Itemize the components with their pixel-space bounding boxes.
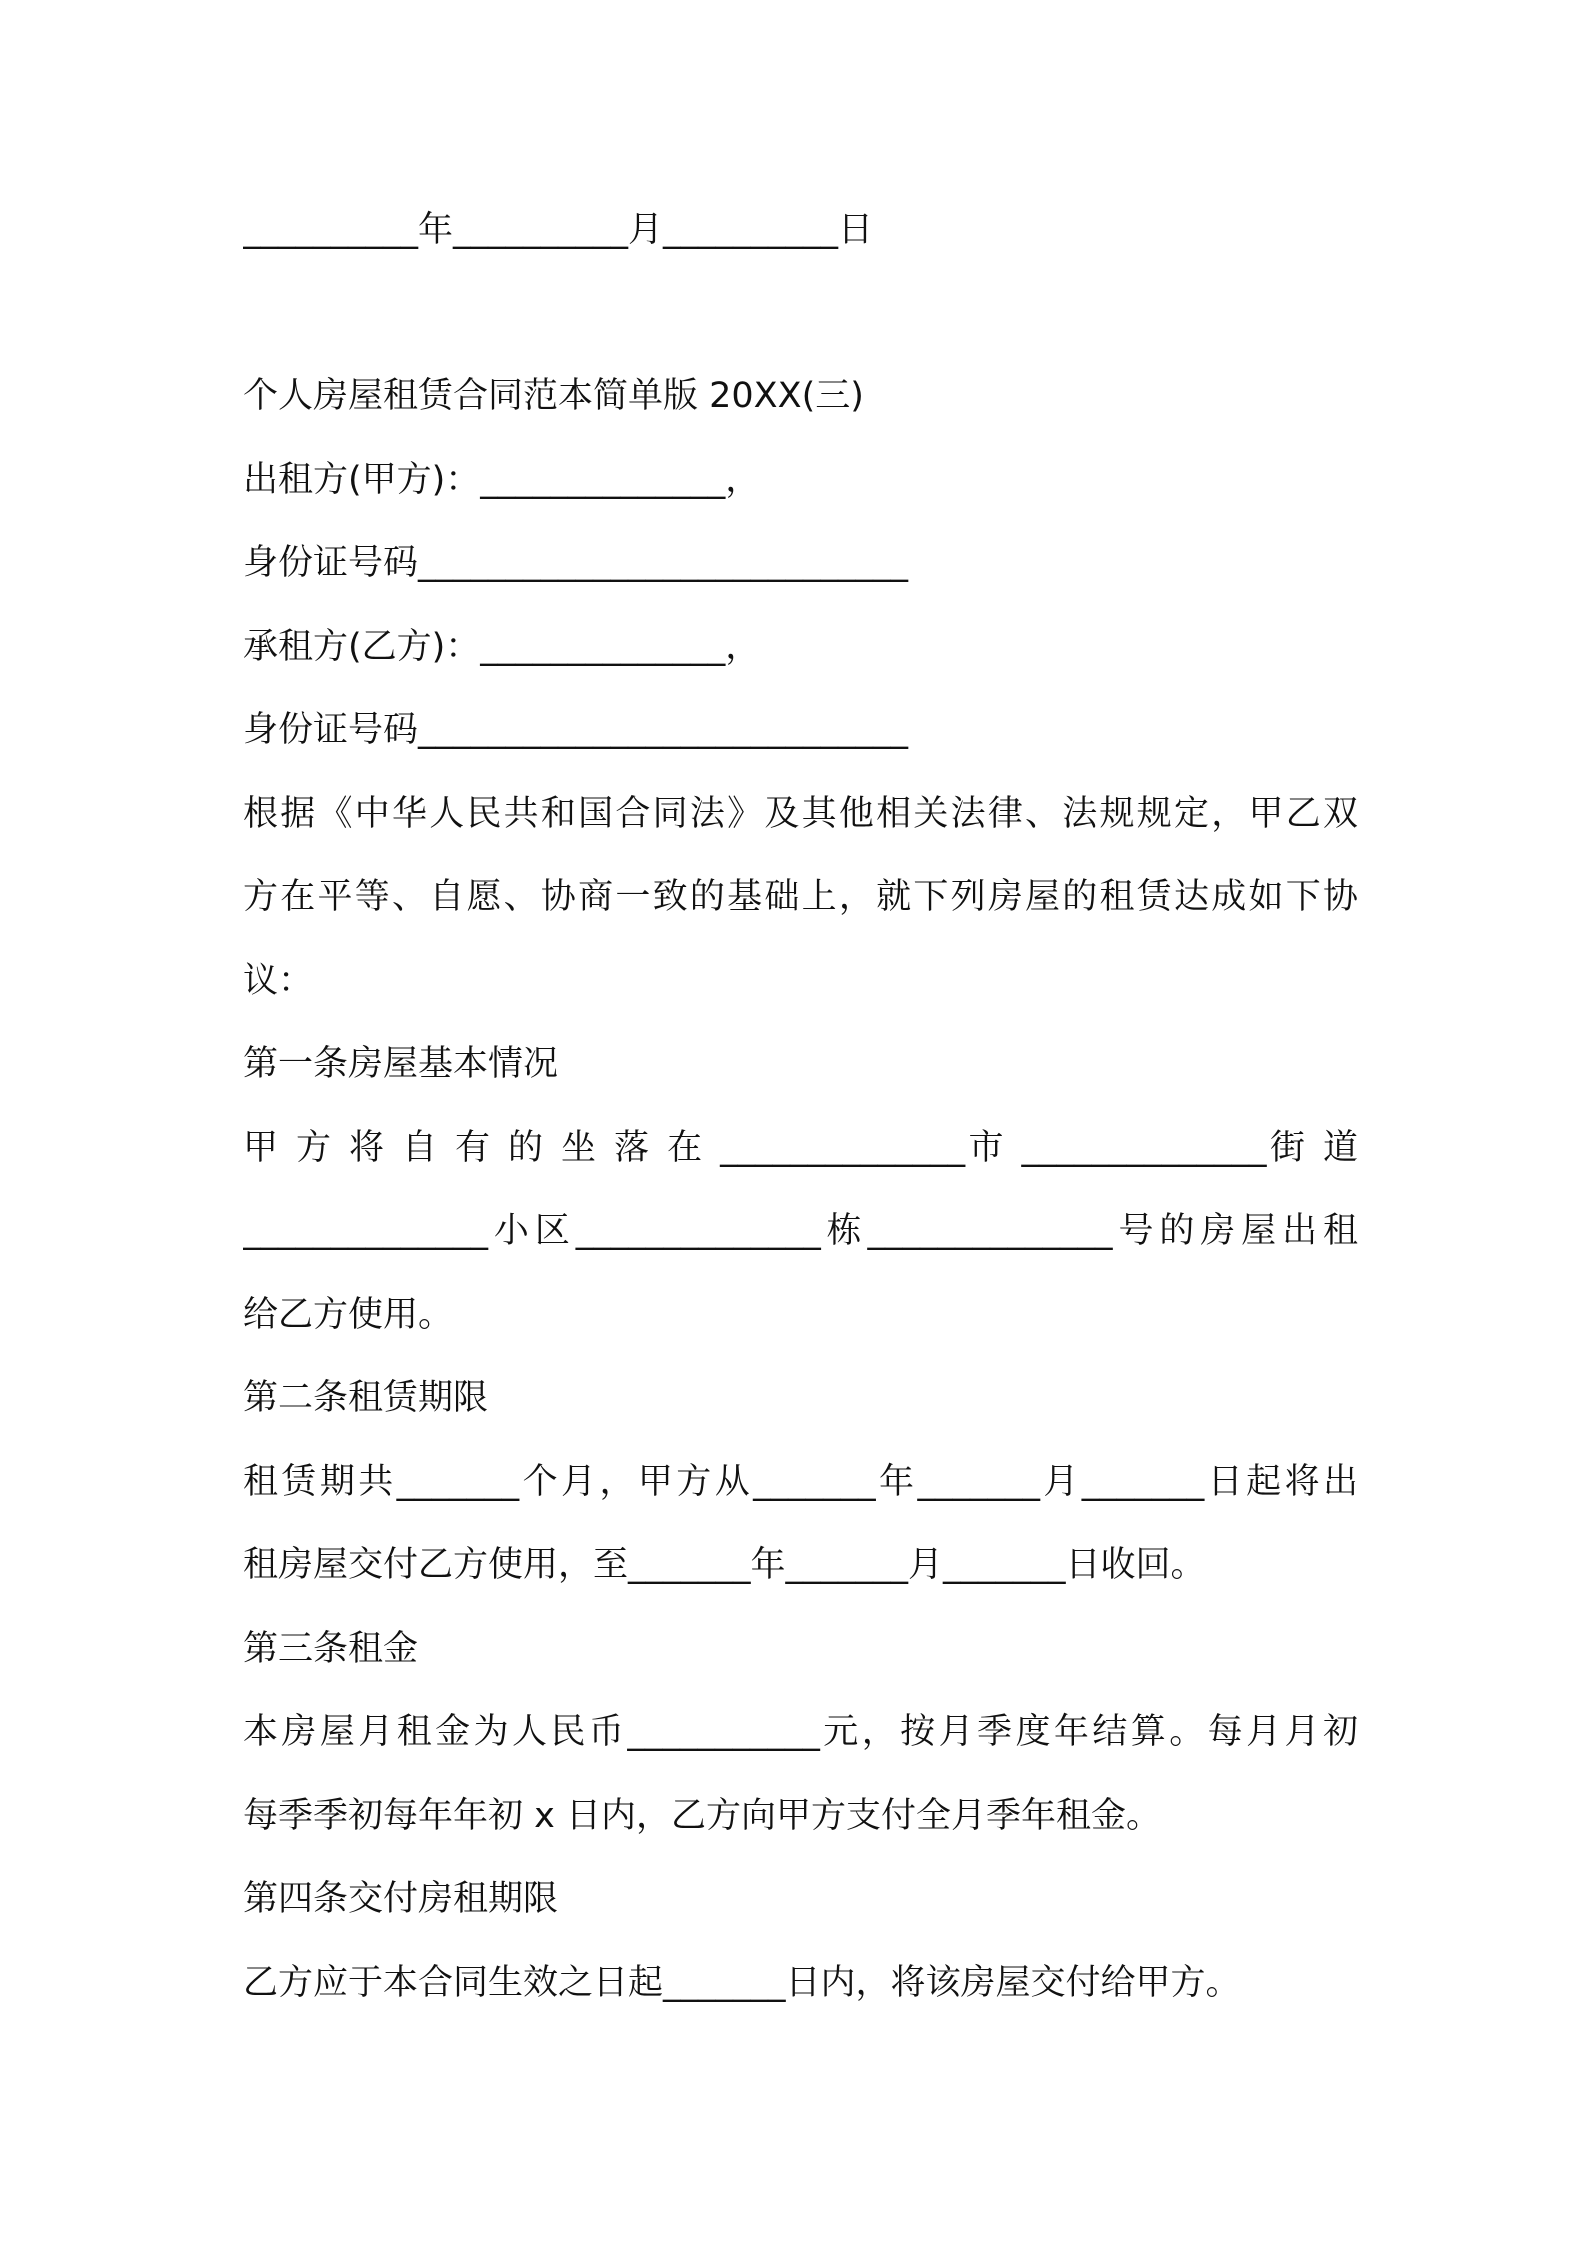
article-1-line-3: 给乙方使用。 [243,1295,454,1335]
article-3-line-2: 每季季初每年年初 x 日内，乙方向甲方支付全月季年租金。 [243,1796,1161,1836]
contract-title: 个人房屋租赁合同范本简单版 20XX(三) [243,376,864,416]
preamble-line-3: 议： [243,961,314,1001]
article-3-title: 第三条租金 [243,1629,419,1669]
article-2-title: 第二条租赁期限 [243,1378,489,1418]
article-2-line-1: 租赁期共_______个月，甲方从_______年_______月_______日起将出 [243,1462,1358,1502]
article-4-title: 第四条交付房租期限 [243,1879,559,1919]
article-1-line-1: 甲 方 将 自 有 的 坐 落 在 ______________市 ______________街 道 [243,1128,1358,1168]
lessor-id-line: 身份证号码____________________________ [243,543,909,583]
preamble-line-2: 方在平等、自愿、协商一致的基础上，就下列房屋的租赁达成如下协 [243,877,1358,917]
lessor-line: 出租方(甲方)：______________， [243,460,761,500]
article-1-title: 第一条房屋基本情况 [243,1044,559,1084]
preamble-line-1: 根据《中华人民共和国合同法》及其他相关法律、法规规定，甲乙双 [243,794,1358,834]
lessee-id-line: 身份证号码____________________________ [243,710,909,750]
lessee-line: 承租方(乙方)：______________， [243,627,761,667]
article-2-line-2: 租房屋交付乙方使用，至_______年_______月_______日收回。 [243,1545,1206,1585]
article-1-line-2: ______________小区______________栋______________号的房屋出租 [243,1211,1358,1251]
date-line: __________年__________月__________日 [243,210,874,250]
article-4-line-1: 乙方应于本合同生效之日起_______日内，将该房屋交付给甲方。 [243,1963,1241,2003]
article-3-line-1: 本房屋月租金为人民币___________元，按月季度年结算。每月月初 [243,1712,1358,1752]
